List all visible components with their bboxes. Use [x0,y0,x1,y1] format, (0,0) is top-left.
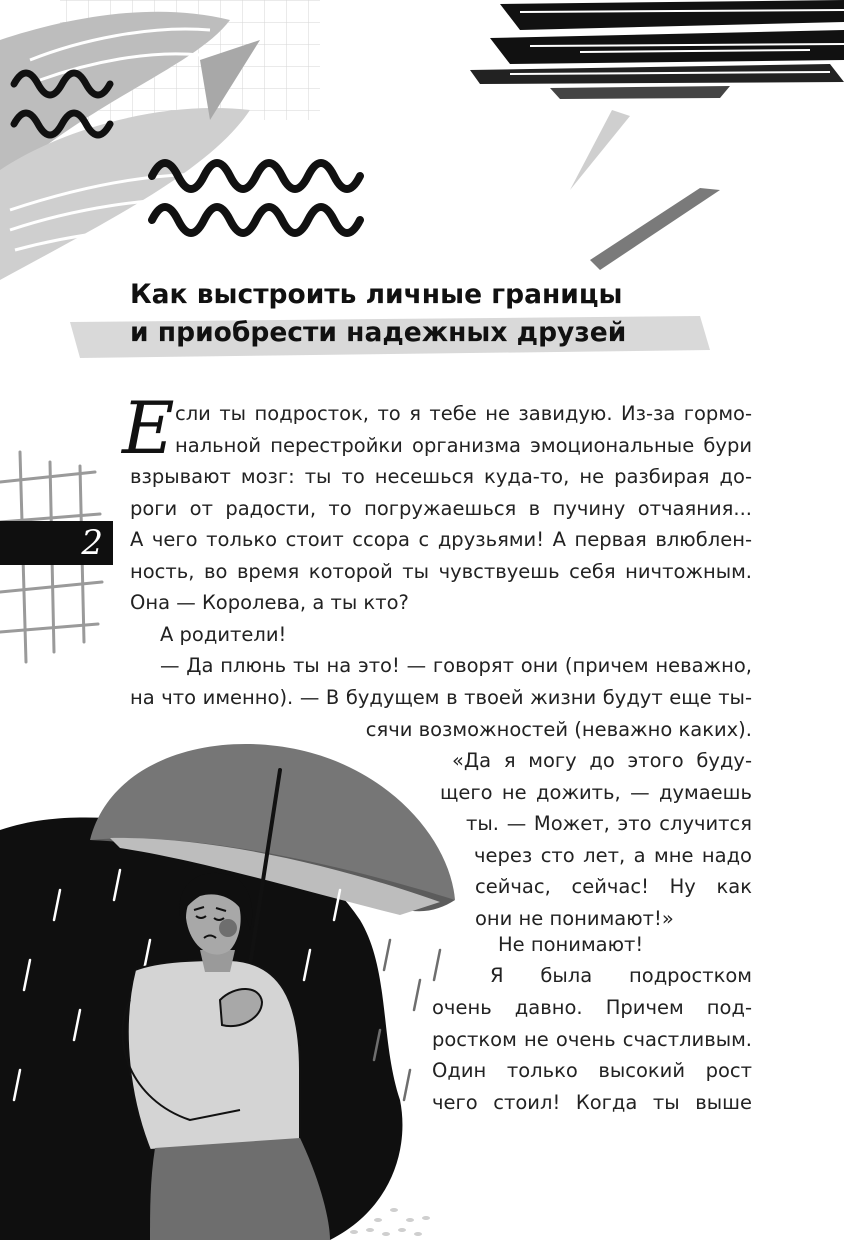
text-line: А чего только стоит ссора с друзьями! А первая влюблен- [130,528,752,552]
text-line: на что именно). — В будущем в твоей жизни будут еще ты- [130,686,752,709]
wavy-lines-small [10,62,120,142]
text-line: очень давно. Причем под- [432,996,752,1019]
text-line: ность, во время которой ты чувствуешь себя ничтожным. [130,559,752,583]
text-line: сячи возможностей (неважно каких). [365,717,752,741]
paragraph-6-cont [432,992,752,1118]
text-line: сейчас, сейчас! Ну как [475,875,752,898]
text-line: взрывают мозг: ты то несешься куда-то, не разбирая до- [130,465,752,488]
text-line: А родители! [160,623,287,646]
text-line: через сто лет, а мне надо [474,844,752,867]
text-line: Не понимают! [498,933,644,956]
text-line: ты. — Может, это случится [466,812,752,835]
title-line-2: и приобрести надежных друзей [130,317,627,348]
text-line: Она — Королева, а ты кто? [130,591,409,615]
text-line: — Да плюнь ты на это! — говорят они (причем неважно, [160,654,752,677]
paragraph-3-cont [130,682,752,745]
chapter-title [120,276,680,352]
paragraph-1 [175,398,752,461]
text-line: они не понимают!» [475,907,674,930]
text-line: «Да я могу до этого буду- [452,749,752,772]
paragraph-4-cont [466,808,752,840]
paragraph-4 [452,745,752,777]
brush-strokes [430,0,844,110]
text-line: ростком не очень счастливым. [432,1027,752,1051]
gray-shards [560,110,720,280]
paragraph-4-cont [474,840,752,872]
text-line: нальной перестройки организма эмоциональные бури [175,433,752,457]
page-number-tab [0,521,113,565]
paragraph-2 [160,619,460,651]
paragraph-4-cont [475,871,752,903]
text-line: роги от радости, то погружаешься в пучину отчаяния... [130,496,752,520]
drop-cap: Е [122,386,175,470]
wavy-lines-large [148,148,373,248]
text-line: чего стоил! Когда ты выше [432,1090,752,1114]
text-line: Один только высокий рост [432,1059,752,1083]
paragraph-4-cont [440,777,752,809]
paragraph-6 [490,960,752,992]
girl-umbrella-illustration [0,740,470,1240]
page-number: 2 [81,523,103,563]
paragraph-5 [498,929,752,961]
text-line: Я была подростком [490,964,752,987]
paragraph-3 [160,650,752,682]
text-line: сли ты подросток, то я тебе не завидую. Из-за гормо- [175,402,752,425]
title-line-1: Как выстроить личные границы [130,279,623,310]
text-line: щего не дожить, — думаешь [440,781,752,804]
paragraph-1-cont [130,461,752,619]
